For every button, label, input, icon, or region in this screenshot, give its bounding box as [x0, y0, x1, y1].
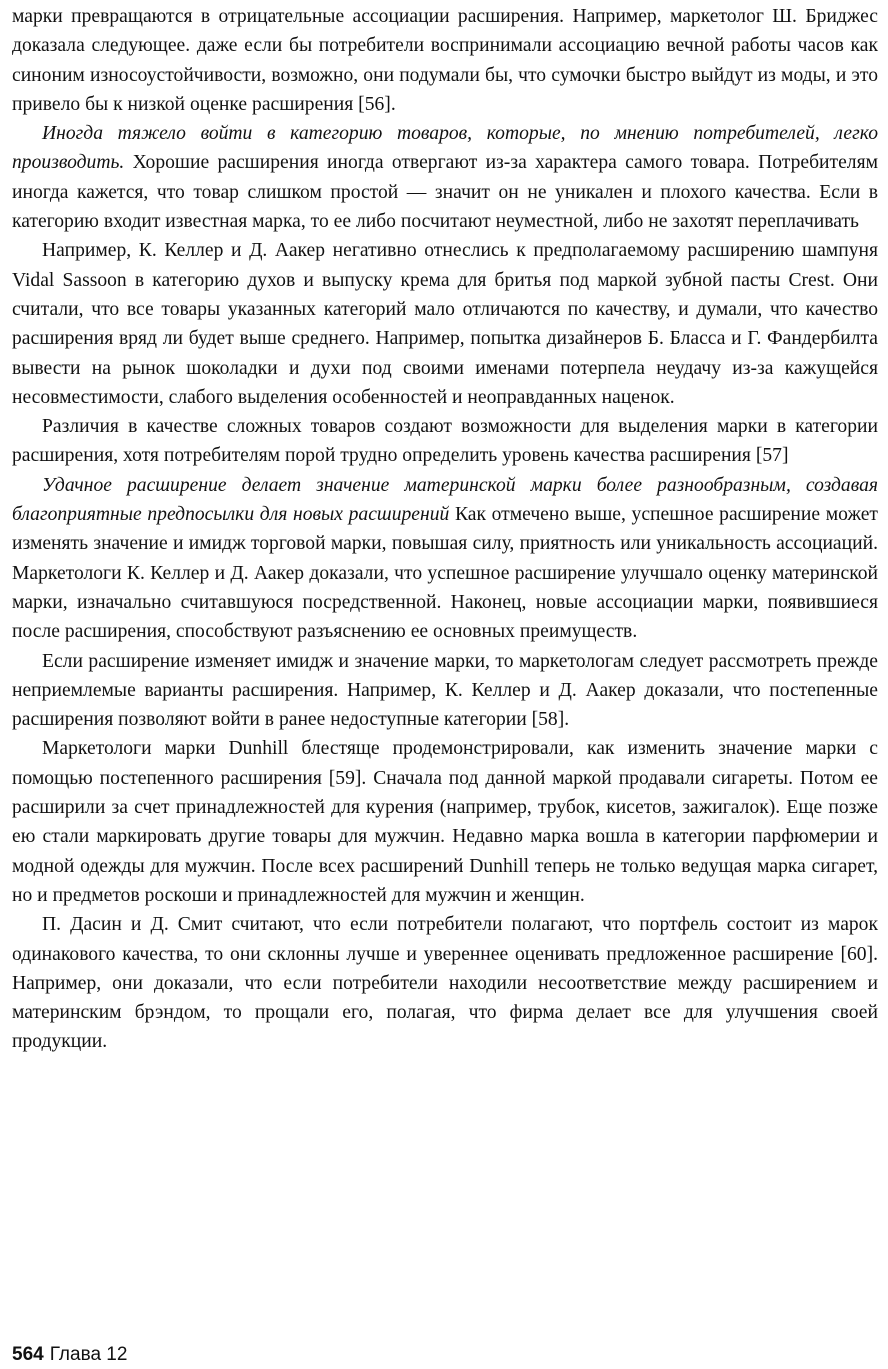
paragraph-2 — [12, 119, 878, 236]
paragraph-4-text: Различия в качестве сложных товаров создают возможности для выделения марки в категории расширения, хотя потребителям порой трудно определить уровень качества расширения [57] — [12, 416, 878, 467]
paragraph-8-text: П. Дасин и Д. Смит считают, что если потребители полагают, что портфель состоит из марок одинакового качества, то они склонны лучше и увереннее оценивать предложенное расширение [60]. Например, они доказали, что если потребители находили несоответствие между расширением и материнским брэндом, то прощали его, полагая, что фирма делает все для улучшения своей продукции. — [12, 914, 878, 1053]
paragraph-5 — [12, 471, 878, 647]
paragraph-6 — [12, 647, 878, 735]
page-number: 564 — [12, 1344, 44, 1365]
paragraph-5-italic-lead: Удачное расширение делает значение материнской марки более разнообразным, создавая благоприятные предпосылки для новых расширений — [12, 474, 878, 526]
paragraph-2-italic-lead: Иногда тяжело войти в категорию товаров, которые, по мнению потребителей, легко производить. — [12, 123, 878, 174]
paragraph-4 — [12, 412, 878, 471]
paragraph-3 — [12, 236, 878, 412]
page-footer — [12, 1344, 127, 1366]
paragraph-7-text: Маркетологи марки Dunhill блестяще продемонстрировали, как изменить значение марки с помощью постепенного расширения [59]. Сначала под данной маркой продавали сигареты. Потом ее расширили за счет принадлежностей для курения (например, трубок, кисетов, зажигалок). Еще позже ею стали маркировать другие товары для мужчин. Недавно марка вошла в категории парфюмерии и модной одежды для мужчин. После всех расширений Dunhill теперь не только ведущая марка сигарет, но и предметов роскоши и принадлежностей для мужчин и женщин. — [12, 738, 878, 906]
paragraph-3-text: Например, К. Келлер и Д. Аакер негативно отнеслись к предполагаемому расширению шампуня Vidal Sassoon в категорию духов и выпуску крема для бритья под маркой зубной пасты Crest. Они считали, что все товары указанных категорий мало отличаются по качеству, и думали, что качество расширения вряд ли будет выше среднего. Например, попытка дизайнеров Б. Бласса и Г. Фандербилта вывести на рынок шоколадки и духи под своими именами потерпела неудачу из-за кажущейся несовместимости, слабого выделения особенностей и неоправданных наценок. — [12, 240, 878, 408]
paragraph-1-text: марки превращаются в отрицательные ассоциации расширения. Например, маркетолог Ш. Бриджес доказала следующее. даже если бы потребители воспринимали ассоциацию вечной работы часов как синоним износоустойчивости, возможно, они подумали бы, что сумочки быстро выйдут из моды, и это привело бы к низкой оценке расширения [56]. — [12, 6, 878, 115]
paragraph-5-text: Как отмечено выше, успешное расширение может изменять значение и имидж торговой марки, повышая силу, приятность или уникальность ассоциаций. Маркетологи К. Келлер и Д. Аакер доказали, что успешное расширение улучшало оценку материнской марки, изначально считавшуюся посредственной. Наконец, новые ассоциации марки, появившиеся после расширения, способствуют разъяснению ее основных преимуществ. — [12, 504, 878, 643]
paragraph-8 — [12, 910, 878, 1056]
paragraph-7 — [12, 734, 878, 910]
body-text — [12, 2, 878, 1057]
paragraph-1 — [12, 2, 878, 119]
paragraph-2-text: Хорошие расширения иногда отвергают из-за характера самого товара. Потребителям иногда кажется, что товар слишком простой — значит он не уникален и плохого качества. Если в категорию входит известная марка, то ее либо посчитают неуместной, либо не захотят переплачивать — [12, 152, 878, 233]
chapter-label: Глава 12 — [49, 1344, 128, 1365]
paragraph-6-text: Если расширение изменяет имидж и значение марки, то маркетологам следует рассмотреть прежде неприемлемые варианты расширения. Например, К. Келлер и Д. Аакер доказали, что постепенные расширения позволяют войти в ранее недоступные категории [58]. — [12, 650, 878, 731]
